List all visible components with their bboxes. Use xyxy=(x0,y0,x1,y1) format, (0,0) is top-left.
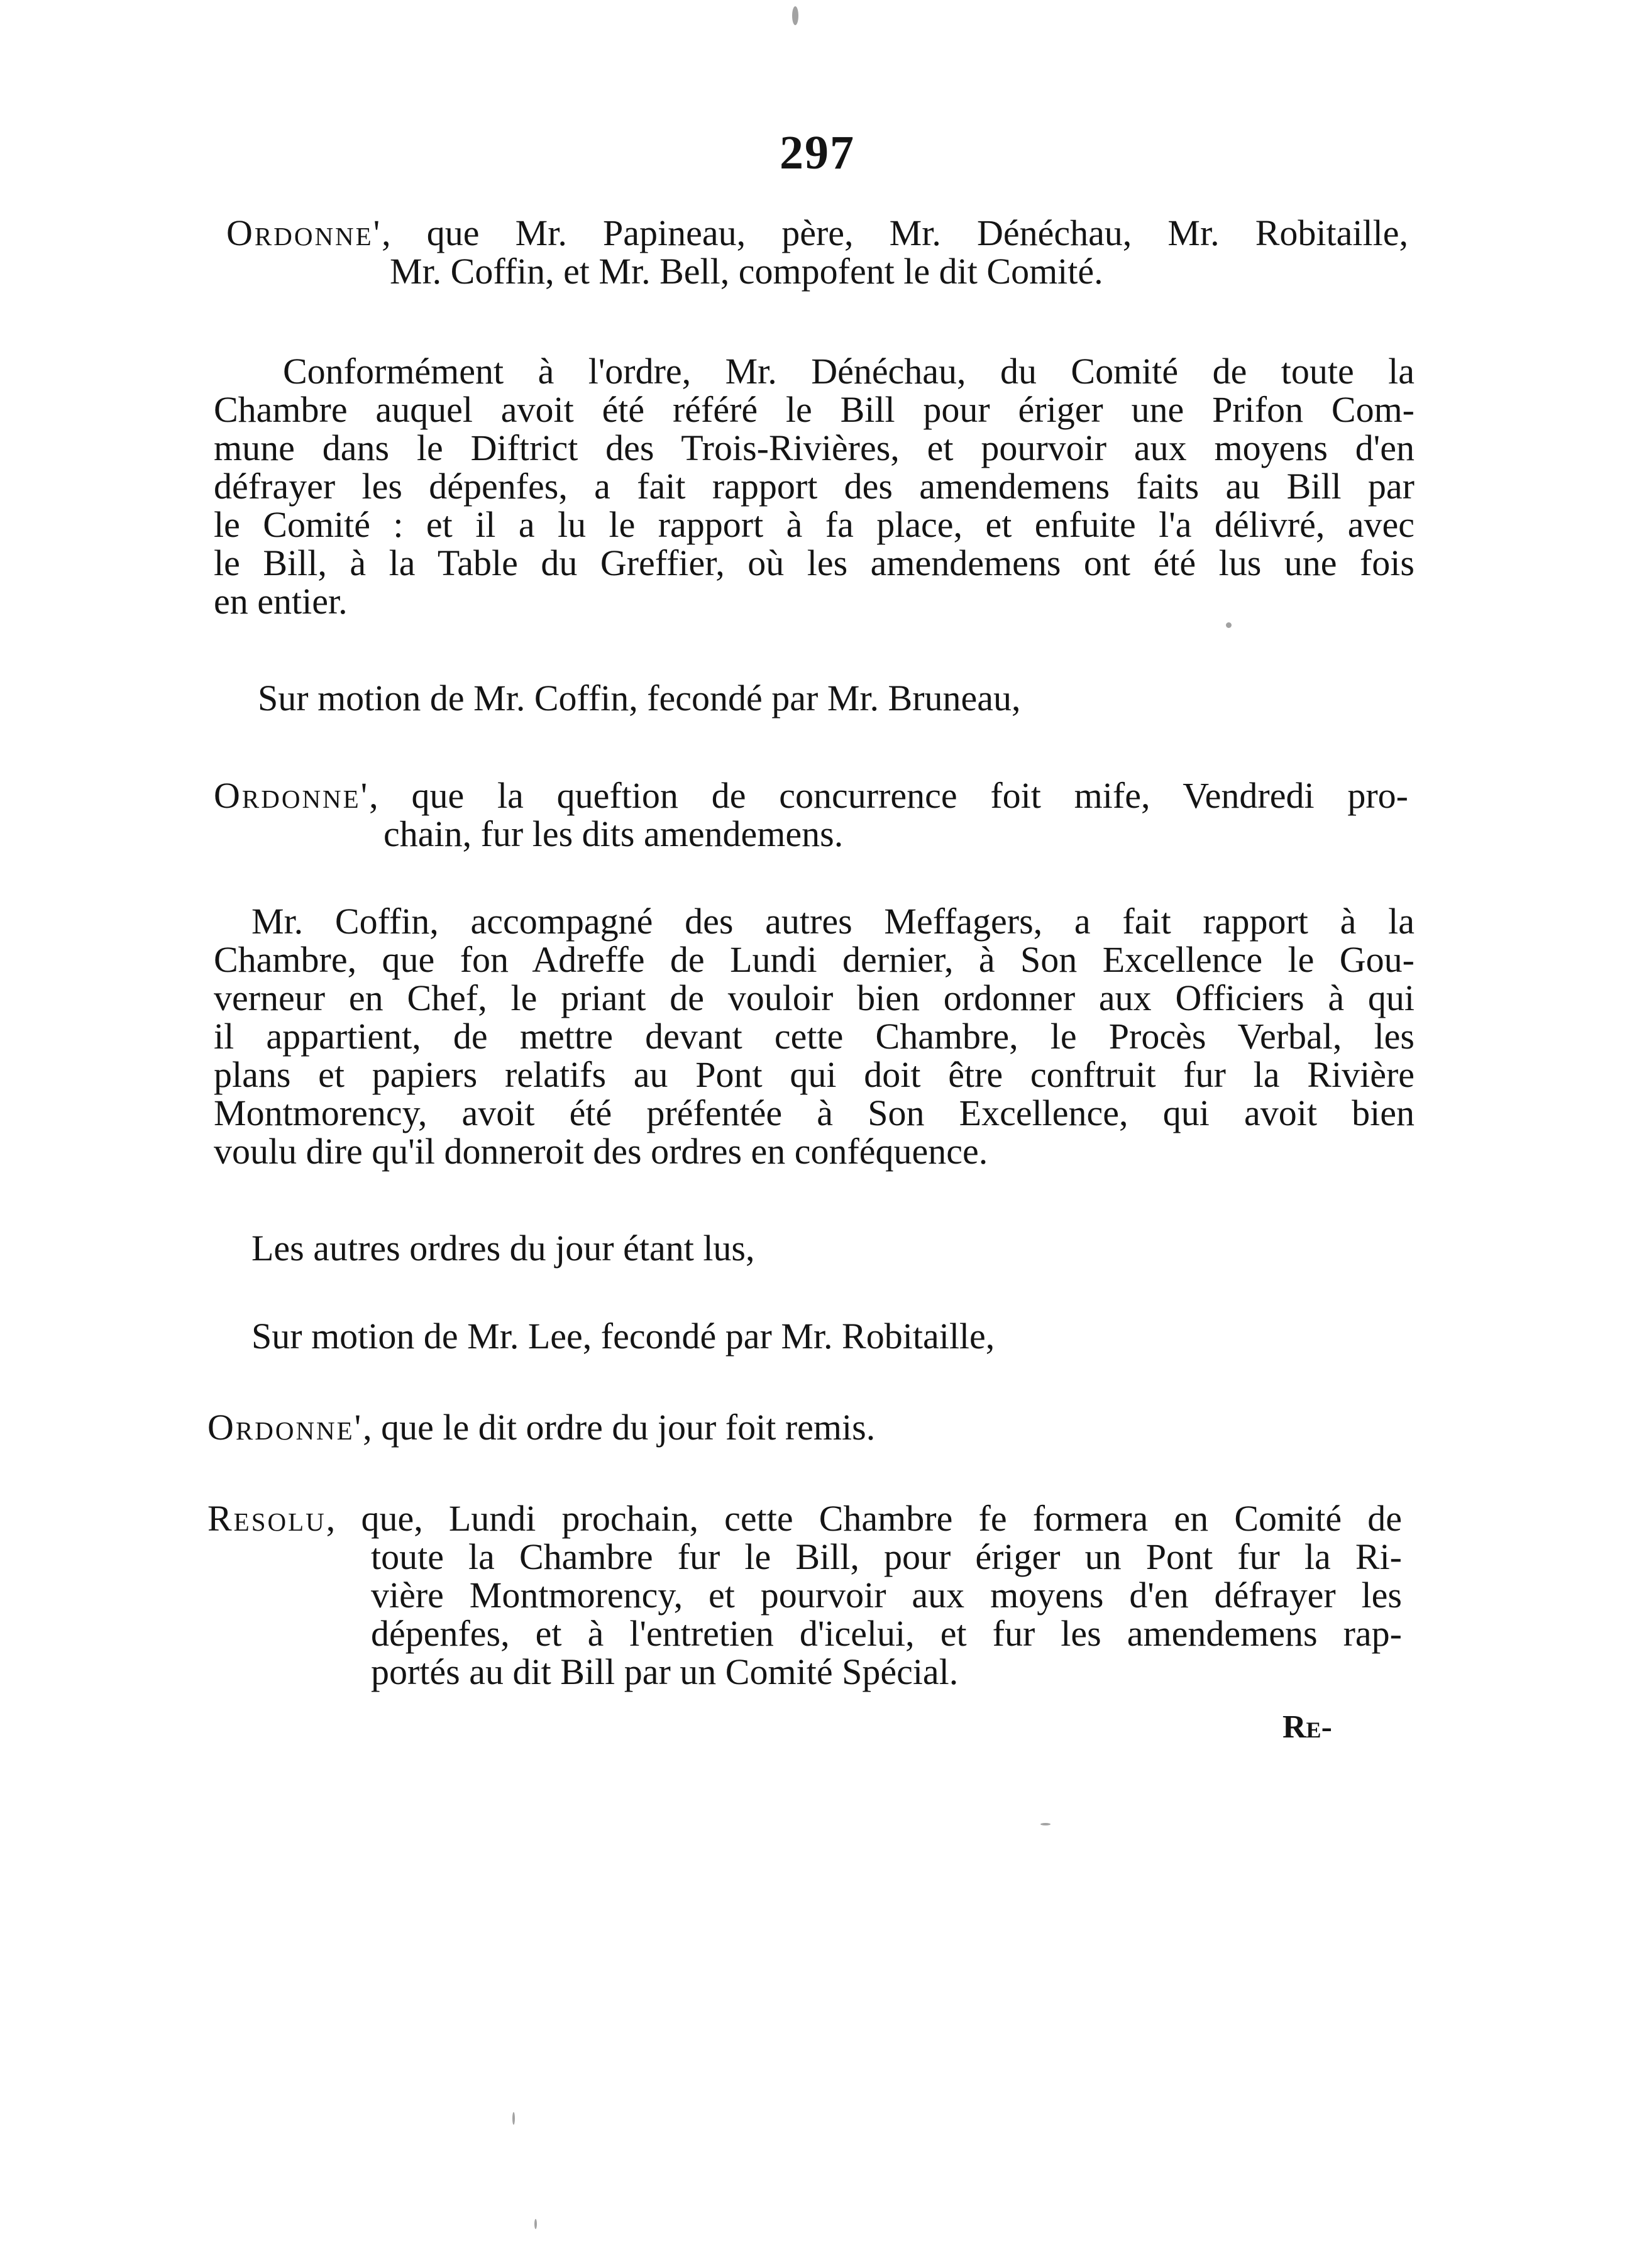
print-speck xyxy=(1040,1823,1051,1825)
paragraph-line: en entier. xyxy=(214,581,348,622)
paragraph-line: il appartient, de mettre devant cette Chambre, le Procès Verbal, les xyxy=(214,1016,1415,1057)
paragraph-line: Les autres ordres du jour étant lus, xyxy=(251,1228,755,1269)
paragraph-line: verneur en Chef, le priant de vouloir bien ordonner aux Officiers à qui xyxy=(214,977,1415,1018)
paragraph-line: Conformément à l'ordre, Mr. Dénéchau, du Comité de toute la xyxy=(283,351,1415,392)
paragraph-line: le Bill, à la Table du Greffier, où les amendemens ont été lus une fois xyxy=(214,542,1415,583)
paragraph-line: Chambre auquel avoit été référé le Bill pour ériger une Prifon Com- xyxy=(214,389,1415,430)
paragraph-line: , que, Lundi prochain, cette Chambre fe formera en Comité de xyxy=(326,1498,1402,1539)
paragraph-lee-motion xyxy=(251,1317,1452,1355)
paragraph-line: , que le dit ordre du jour foit remis. xyxy=(363,1407,876,1448)
paragraph-ordonne-concurrence xyxy=(214,776,1408,853)
paragraph-other-orders xyxy=(251,1229,1452,1267)
paragraph-lead: Ordonne' xyxy=(214,775,370,816)
page-number: 297 xyxy=(780,126,855,179)
paragraph-line: Mr. Coffin, et Mr. Bell, compofent le dit Comité. xyxy=(390,251,1103,292)
paragraph-denechau-report xyxy=(214,352,1415,620)
paragraph-line: dépenfes, et à l'entretien d'icelui, et fur les amendemens rap- xyxy=(371,1613,1402,1654)
print-speck xyxy=(534,2219,537,2229)
catchword: Re- xyxy=(1282,1709,1332,1745)
paragraph-line: Sur motion de Mr. Lee, fecondé par Mr. Robitaille, xyxy=(251,1316,995,1357)
paragraph-line: mune dans le Diftrict des Trois-Rivières, et pourvoir aux moyens d'en xyxy=(214,427,1415,468)
paragraph-line: Mr. Coffin, accompagné des autres Meffagers, a fait rapport à la xyxy=(251,901,1415,942)
paragraph-ordonne-remis xyxy=(207,1408,1408,1446)
paragraph-coffin-motion xyxy=(258,679,1459,717)
paragraph-ordonne-committee xyxy=(226,214,1408,290)
paragraph-line: chain, fur les dits amendemens. xyxy=(383,813,844,854)
paragraph-line: Sur motion de Mr. Coffin, fecondé par Mr. Bruneau, xyxy=(258,678,1021,718)
paragraph-lead: Ordonne' xyxy=(207,1407,363,1448)
paragraph-resolu xyxy=(207,1499,1402,1691)
paragraph-line: Montmorency, avoit été préfentée à Son Excellence, qui avoit bien xyxy=(214,1093,1415,1133)
paragraph-coffin-report xyxy=(214,902,1415,1170)
print-speck xyxy=(792,6,798,25)
paragraph-lead: Ordonne' xyxy=(226,212,382,253)
paragraph-line: portés au dit Bill par un Comité Spécial. xyxy=(371,1651,959,1692)
print-speck xyxy=(1226,622,1232,628)
print-speck xyxy=(512,2112,515,2125)
paragraph-line: voulu dire qu'il donneroit des ordres en conféquence. xyxy=(214,1131,988,1172)
paragraph-line: défrayer les dépenfes, a fait rapport des amendemens faits au Bill par xyxy=(214,466,1415,507)
paragraph-line: , que la queftion de concurrence foit mife, Vendredi pro- xyxy=(369,775,1408,816)
paragraph-line: Chambre, que fon Adreffe de Lundi dernier, à Son Excellence le Gou- xyxy=(214,939,1415,980)
paragraph-line: toute la Chambre fur le Bill, pour ériger un Pont fur la Ri- xyxy=(371,1536,1402,1577)
paragraph-lead: Resolu xyxy=(207,1498,326,1539)
paragraph-line: , que Mr. Papineau, père, Mr. Dénéchau, Mr. Robitaille, xyxy=(382,212,1408,253)
paragraph-line: le Comité : et il a lu le rapport à fa place, et enfuite l'a délivré, avec xyxy=(214,504,1415,545)
paragraph-line: plans et papiers relatifs au Pont qui doit être conftruit fur la Rivière xyxy=(214,1054,1415,1095)
paragraph-line: vière Montmorency, et pourvoir aux moyens d'en défrayer les xyxy=(371,1575,1402,1616)
